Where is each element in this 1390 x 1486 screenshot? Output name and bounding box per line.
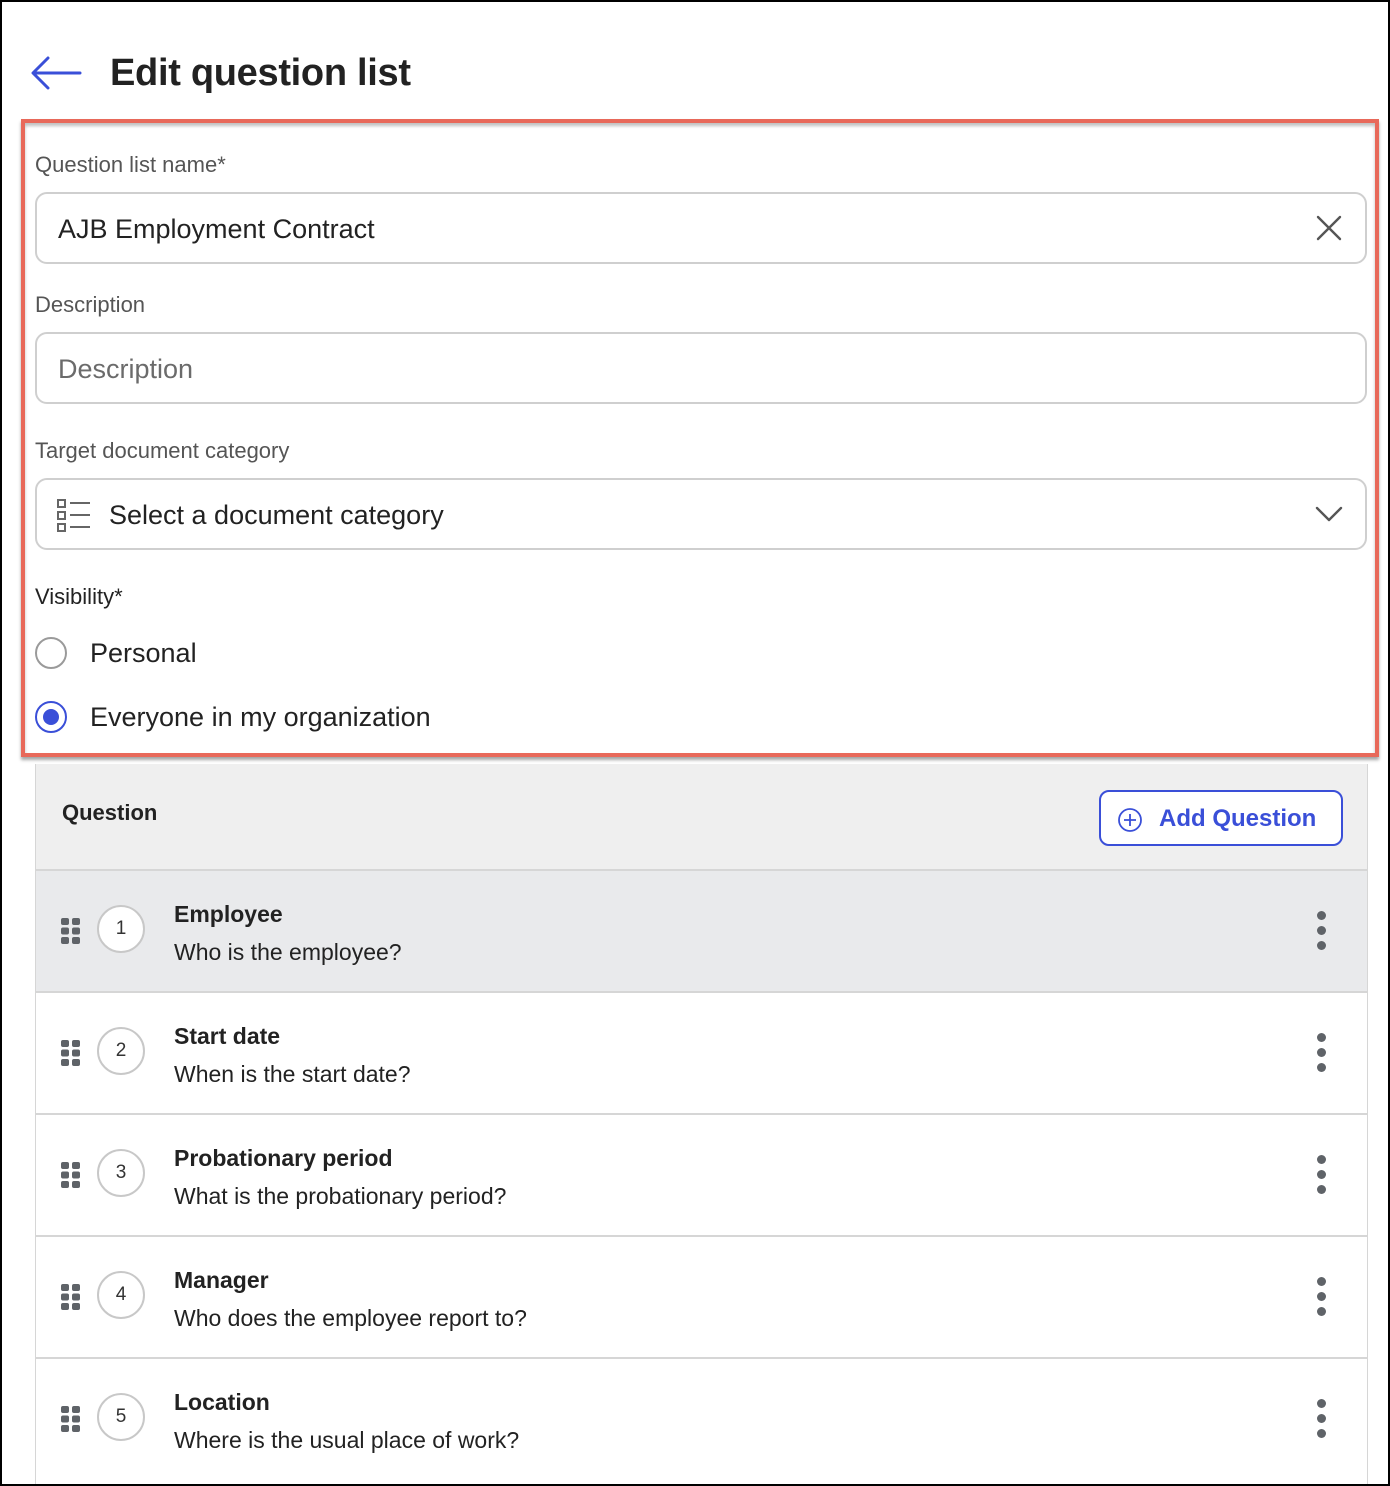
page-title: Edit question list: [110, 52, 411, 94]
radio-everyone-label[interactable]: Everyone in my organization: [90, 702, 431, 732]
add-question-label: Add Question: [1159, 805, 1317, 832]
name-label: Question list name*: [35, 152, 226, 177]
question-title: Probationary period: [174, 1145, 393, 1171]
drag-handle-icon[interactable]: [60, 1039, 82, 1067]
list-icon: [56, 497, 92, 533]
description-placeholder[interactable]: Description: [58, 354, 194, 384]
more-vertical-icon[interactable]: [1315, 1155, 1327, 1195]
radio-personal[interactable]: [35, 637, 67, 669]
table-row[interactable]: [36, 871, 1367, 993]
plus-circle-icon: [1117, 807, 1143, 833]
question-title: Employee: [174, 901, 283, 927]
radio-personal-label[interactable]: Personal: [90, 638, 197, 668]
visibility-label: Visibility*: [35, 584, 123, 609]
table-row[interactable]: [36, 1115, 1367, 1237]
category-label: Target document category: [35, 438, 290, 463]
more-vertical-icon[interactable]: [1315, 1033, 1327, 1073]
chevron-down-icon[interactable]: [1315, 504, 1343, 524]
more-vertical-icon[interactable]: [1315, 1399, 1327, 1439]
question-number: 1: [97, 905, 145, 953]
question-title: Location: [174, 1389, 270, 1415]
table-row[interactable]: [36, 1359, 1367, 1481]
more-vertical-icon[interactable]: [1315, 911, 1327, 951]
question-title: Start date: [174, 1023, 281, 1049]
question-table: [35, 764, 1368, 1484]
table-row[interactable]: [36, 993, 1367, 1115]
question-text: Who does the employee report to?: [174, 1305, 527, 1331]
question-text: What is the probationary period?: [174, 1183, 507, 1209]
close-icon[interactable]: [1315, 214, 1343, 242]
question-text: Where is the usual place of work?: [174, 1427, 520, 1453]
name-value[interactable]: AJB Employment Contract: [58, 214, 375, 244]
question-title: Manager: [174, 1267, 269, 1293]
table-row[interactable]: [36, 1237, 1367, 1359]
question-number: 5: [97, 1393, 145, 1441]
page-header: [2, 42, 1388, 112]
question-text: Who is the employee?: [174, 939, 402, 965]
category-placeholder[interactable]: Select a document category: [109, 500, 444, 530]
name-field[interactable]: [35, 192, 1367, 264]
description-field[interactable]: [35, 332, 1367, 404]
question-number: 4: [97, 1271, 145, 1319]
drag-handle-icon[interactable]: [60, 1283, 82, 1311]
drag-handle-icon[interactable]: [60, 917, 82, 945]
table-header: [36, 764, 1367, 871]
arrow-left-icon[interactable]: [30, 56, 82, 90]
drag-handle-icon[interactable]: [60, 1161, 82, 1189]
question-number: 3: [97, 1149, 145, 1197]
question-number: 2: [97, 1027, 145, 1075]
drag-handle-icon[interactable]: [60, 1405, 82, 1433]
page: [2, 2, 1388, 1484]
category-select[interactable]: [35, 478, 1367, 550]
add-question-button[interactable]: [1099, 790, 1343, 846]
description-label: Description: [35, 292, 146, 317]
column-header-question: Question: [62, 800, 158, 825]
more-vertical-icon[interactable]: [1315, 1277, 1327, 1317]
radio-everyone[interactable]: [35, 701, 67, 733]
question-text: When is the start date?: [174, 1061, 411, 1087]
